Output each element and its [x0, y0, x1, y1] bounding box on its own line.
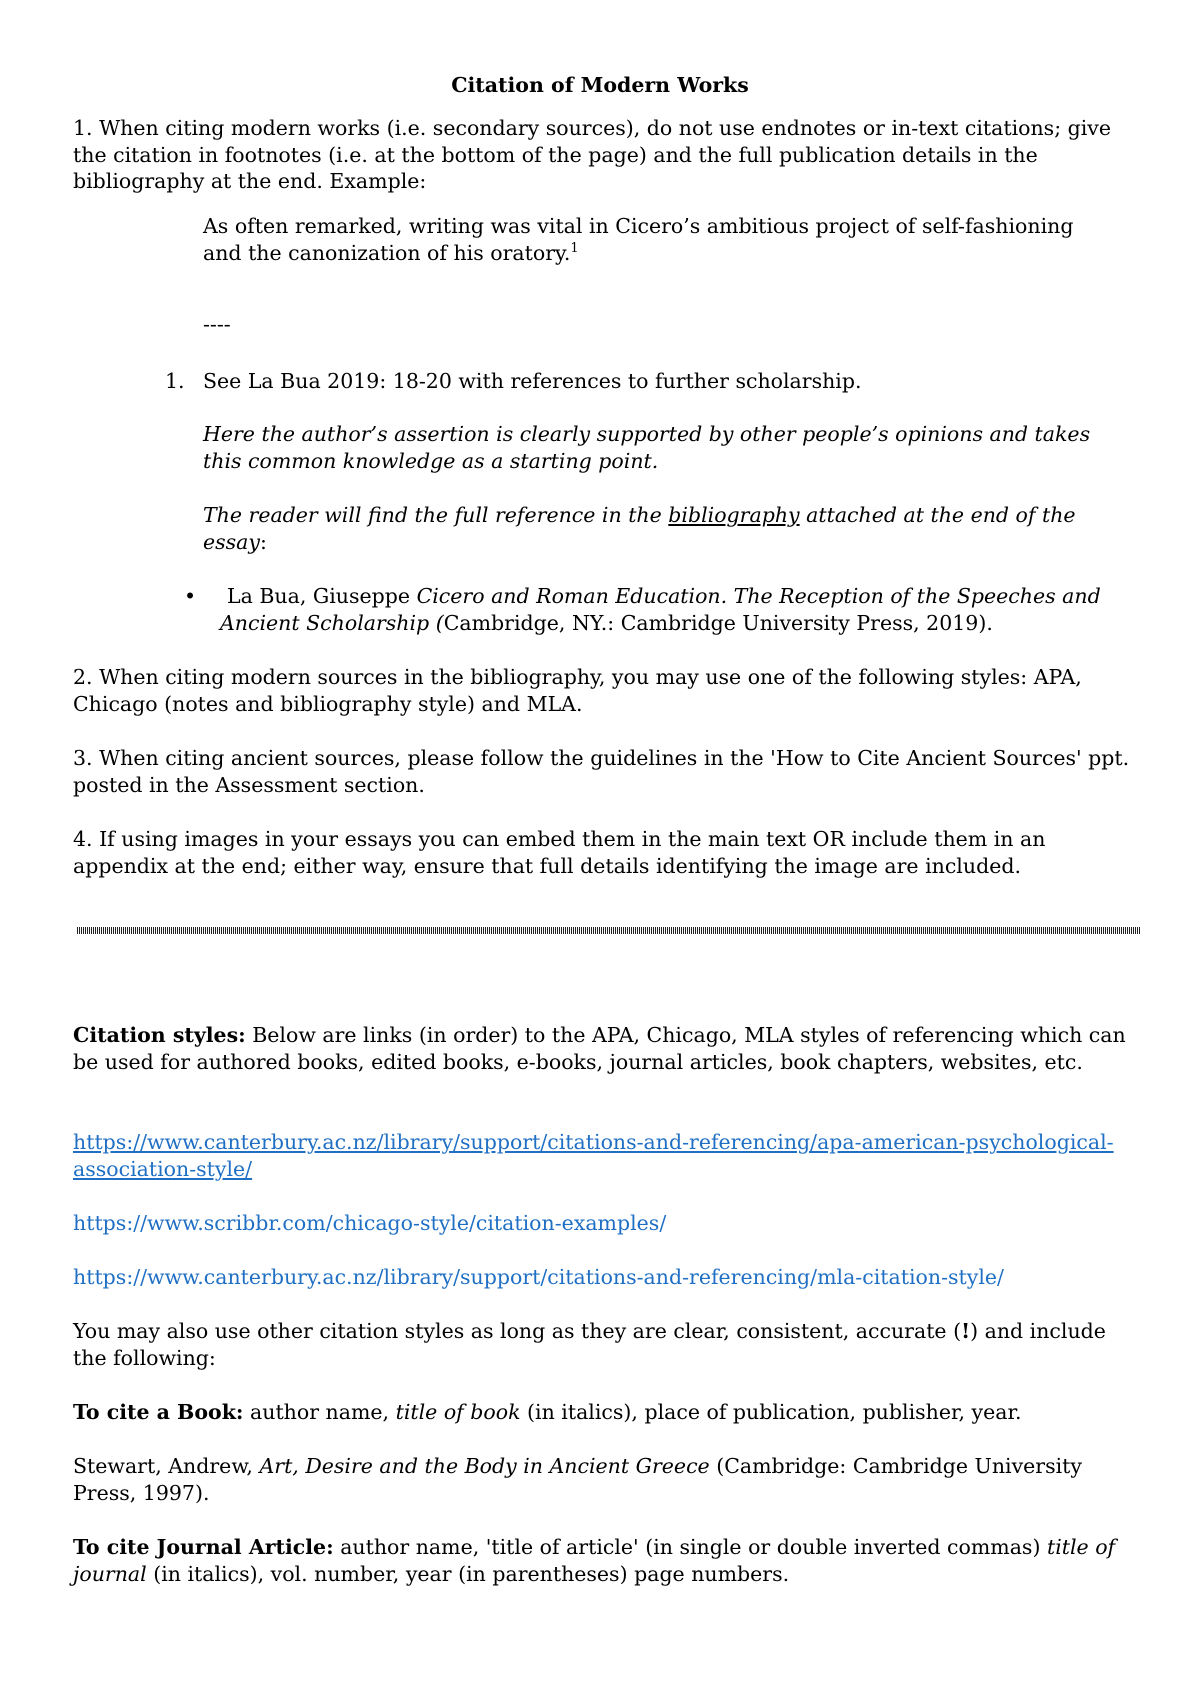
note-text-after: attached at the end of the essay: [203, 503, 1076, 554]
citation-styles-text: Below are links (in order) to the APA, Chicago, MLA styles of referencing which can be used for authored books, edited books, e-books, journal articles, book chapters, websites, etc.: [73, 1023, 1126, 1074]
cite-journal-text-1: author name, 'title of article' (in single or double inverted commas): [333, 1535, 1047, 1559]
example-quote-text: As often remarked, writing was vital in Cicero’s ambitious project of self-fashioning and the canonization of his oratory.: [203, 214, 1074, 265]
other-styles-paragraph: [73, 1318, 1143, 1371]
cite-book-text-1: author name,: [243, 1400, 396, 1424]
cite-book-title-term: title of book: [395, 1400, 521, 1424]
bib-title: Cicero and Roman Education. The Reception of the Speeches and Ancient Scholarship (: [220, 584, 1101, 635]
apa-link[interactable]: https://www.canterbury.ac.nz/library/support/citations-and-referencing/apa-american-psychological-association-style/: [73, 1130, 1114, 1181]
stewart-example: [73, 1453, 1143, 1506]
footnote-number: 1.: [165, 369, 185, 393]
note-assertion-text: Here the author’s assertion is clearly supported by other people’s opinions and takes this common knowledge as a starting point.: [203, 422, 1091, 473]
mla-link[interactable]: https://www.canterbury.ac.nz/library/support/citations-and-referencing/mla-citation-style/: [73, 1265, 1004, 1289]
bullet-icon: •: [184, 584, 197, 608]
note-assertion: [203, 421, 1103, 474]
cite-journal-paragraph: [73, 1534, 1143, 1587]
paragraph-4: 4. If using images in your essays you can embed them in the main text OR include them in an appendix at the end; either way, ensure that full details identifying the image are included.: [73, 827, 1046, 878]
bibliography-word: bibliography: [668, 503, 800, 527]
stewart-author: Stewart, Andrew,: [73, 1454, 260, 1478]
paragraph-3: 3. When citing ancient sources, please follow the guidelines in the 'How to Cite Ancient Sources' ppt. posted in the Assessment section.: [73, 746, 1130, 797]
cite-book-paragraph: [73, 1399, 1143, 1426]
paragraph-1: 1. When citing modern works (i.e. secondary sources), do not use endnotes or in-text citations; give the citation in footnotes (i.e. at the bottom of the page) and the full publication details in the bibliography at the end. Example:: [73, 116, 1112, 193]
apa-link-paragraph: [73, 1129, 1143, 1182]
page-title: Citation of Modern Works: [451, 73, 749, 97]
example-quote: [203, 213, 1103, 266]
paragraph-2: 2. When citing modern sources in the bibliography, you may use one of the following styles: APA, Chicago (notes and bibliography style) and MLA.: [73, 665, 1082, 716]
cite-journal-title-term: title of journal: [73, 1535, 1116, 1586]
footnote-separator: ----: [203, 312, 231, 336]
note-text-before: The reader will find the full reference in the: [203, 503, 669, 527]
citation-styles-paragraph: [73, 1022, 1143, 1075]
section-divider: [77, 927, 1140, 934]
footnote-text: See La Bua 2019: 18-20 with references to further scholarship.: [203, 369, 862, 393]
note-bibliography: [203, 502, 1133, 555]
bib-publication: Cambridge, NY.: Cambridge University Press, 2019).: [443, 610, 993, 635]
cite-journal-text-2: (in italics), vol. number, year (in parentheses) page numbers.: [146, 1561, 790, 1586]
exclamation-mark: !: [961, 1319, 971, 1343]
cite-journal-label: To cite Journal Article:: [73, 1535, 334, 1559]
stewart-title: Art, Desire and the Body in Ancient Greece: [259, 1454, 710, 1478]
bib-author: La Bua, Giuseppe: [227, 584, 417, 608]
chicago-link[interactable]: https://www.scribbr.com/chicago-style/citation-examples/: [73, 1211, 667, 1235]
bibliography-entry: [220, 583, 1140, 636]
other-styles-text-before: You may also use other citation styles as long as they are clear, consistent, accurate (: [73, 1319, 962, 1343]
mla-link-paragraph: [73, 1264, 1143, 1291]
stewart-publication: (Cambridge: Cambridge University Press, 1997).: [73, 1454, 1082, 1505]
citation-styles-label: Citation styles:: [73, 1023, 246, 1047]
cite-book-text-2: (in italics), place of publication, publisher, year.: [520, 1400, 1022, 1424]
cite-book-label: To cite a Book:: [73, 1400, 244, 1424]
footnote-mark: 1: [570, 240, 579, 256]
other-styles-text-after: ) and include the following:: [73, 1319, 1106, 1370]
chicago-link-paragraph: [73, 1210, 1143, 1237]
note-colon: :: [259, 529, 267, 554]
